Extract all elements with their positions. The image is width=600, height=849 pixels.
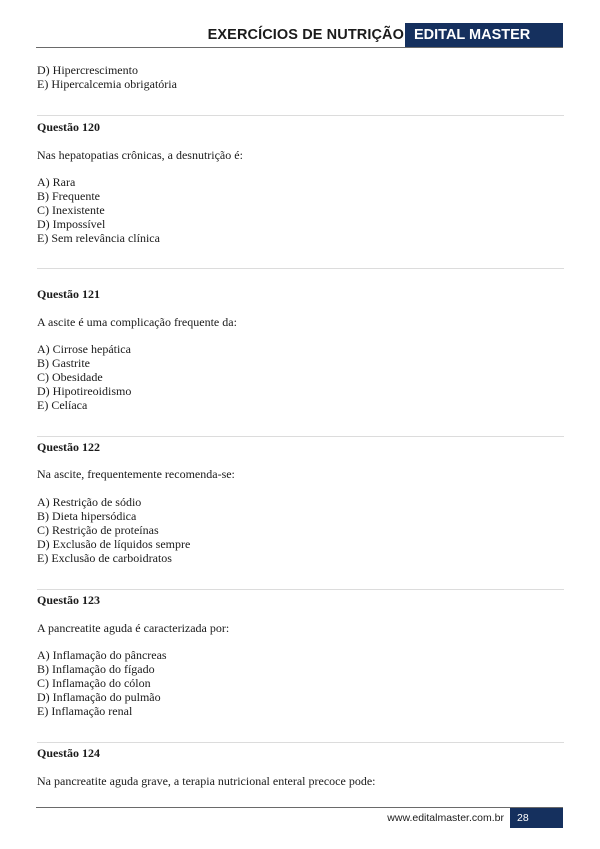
question-option: A) Restrição de sódio [37, 495, 142, 509]
page-header [0, 23, 600, 47]
question-separator [37, 115, 564, 116]
question-title: Questão 122 [37, 440, 100, 454]
question-title: Questão 123 [37, 593, 100, 607]
question-option: C) Inexistente [37, 203, 105, 217]
question-title: Questão 124 [37, 746, 100, 760]
header-title: EXERCÍCIOS DE NUTRIÇÃO [207, 27, 404, 43]
question-prompt: Na pancreatite aguda grave, a terapia nutricional enteral precoce pode: [37, 774, 376, 788]
question-option: E) Celíaca [37, 398, 88, 412]
question-separator [37, 436, 564, 437]
question-option: D) Exclusão de líquidos sempre [37, 537, 191, 551]
question-option: C) Restrição de proteínas [37, 523, 159, 537]
question-option: A) Rara [37, 175, 76, 189]
question-option: B) Gastrite [37, 356, 90, 370]
question-option: B) Frequente [37, 189, 100, 203]
question-option: C) Obesidade [37, 370, 103, 384]
question-option: A) Inflamação do pâncreas [37, 648, 167, 662]
question-option: D) Impossível [37, 217, 106, 231]
footer-website-link[interactable]: www.editalmaster.com.br [387, 812, 504, 824]
footer-divider [36, 807, 563, 808]
header-brand-label: EDITAL MASTER [405, 23, 563, 47]
question-option: A) Cirrose hepática [37, 342, 131, 356]
question-option: E) Inflamação renal [37, 704, 133, 718]
question-prompt: A pancreatite aguda é caracterizada por: [37, 621, 230, 635]
carryover-option: D) Hipercrescimento [37, 63, 138, 77]
question-option: B) Dieta hipersódica [37, 509, 137, 523]
question-option: D) Inflamação do pulmão [37, 690, 161, 704]
question-prompt: Na ascite, frequentemente recomenda-se: [37, 467, 235, 481]
question-prompt: Nas hepatopatias crônicas, a desnutrição é: [37, 148, 243, 162]
question-separator [37, 589, 564, 590]
question-separator [37, 742, 564, 743]
header-divider [36, 47, 563, 48]
question-option: D) Hipotireoidismo [37, 384, 132, 398]
question-option: B) Inflamação do fígado [37, 662, 155, 676]
question-option: E) Exclusão de carboidratos [37, 551, 172, 565]
page-number: 28 [510, 808, 563, 828]
question-title: Questão 120 [37, 120, 100, 134]
question-title: Questão 121 [37, 287, 100, 301]
question-separator [37, 268, 564, 269]
question-option: E) Sem relevância clínica [37, 231, 160, 245]
question-option: C) Inflamação do cólon [37, 676, 151, 690]
question-prompt: A ascite é uma complicação frequente da: [37, 315, 237, 329]
carryover-option: E) Hipercalcemia obrigatória [37, 77, 177, 91]
